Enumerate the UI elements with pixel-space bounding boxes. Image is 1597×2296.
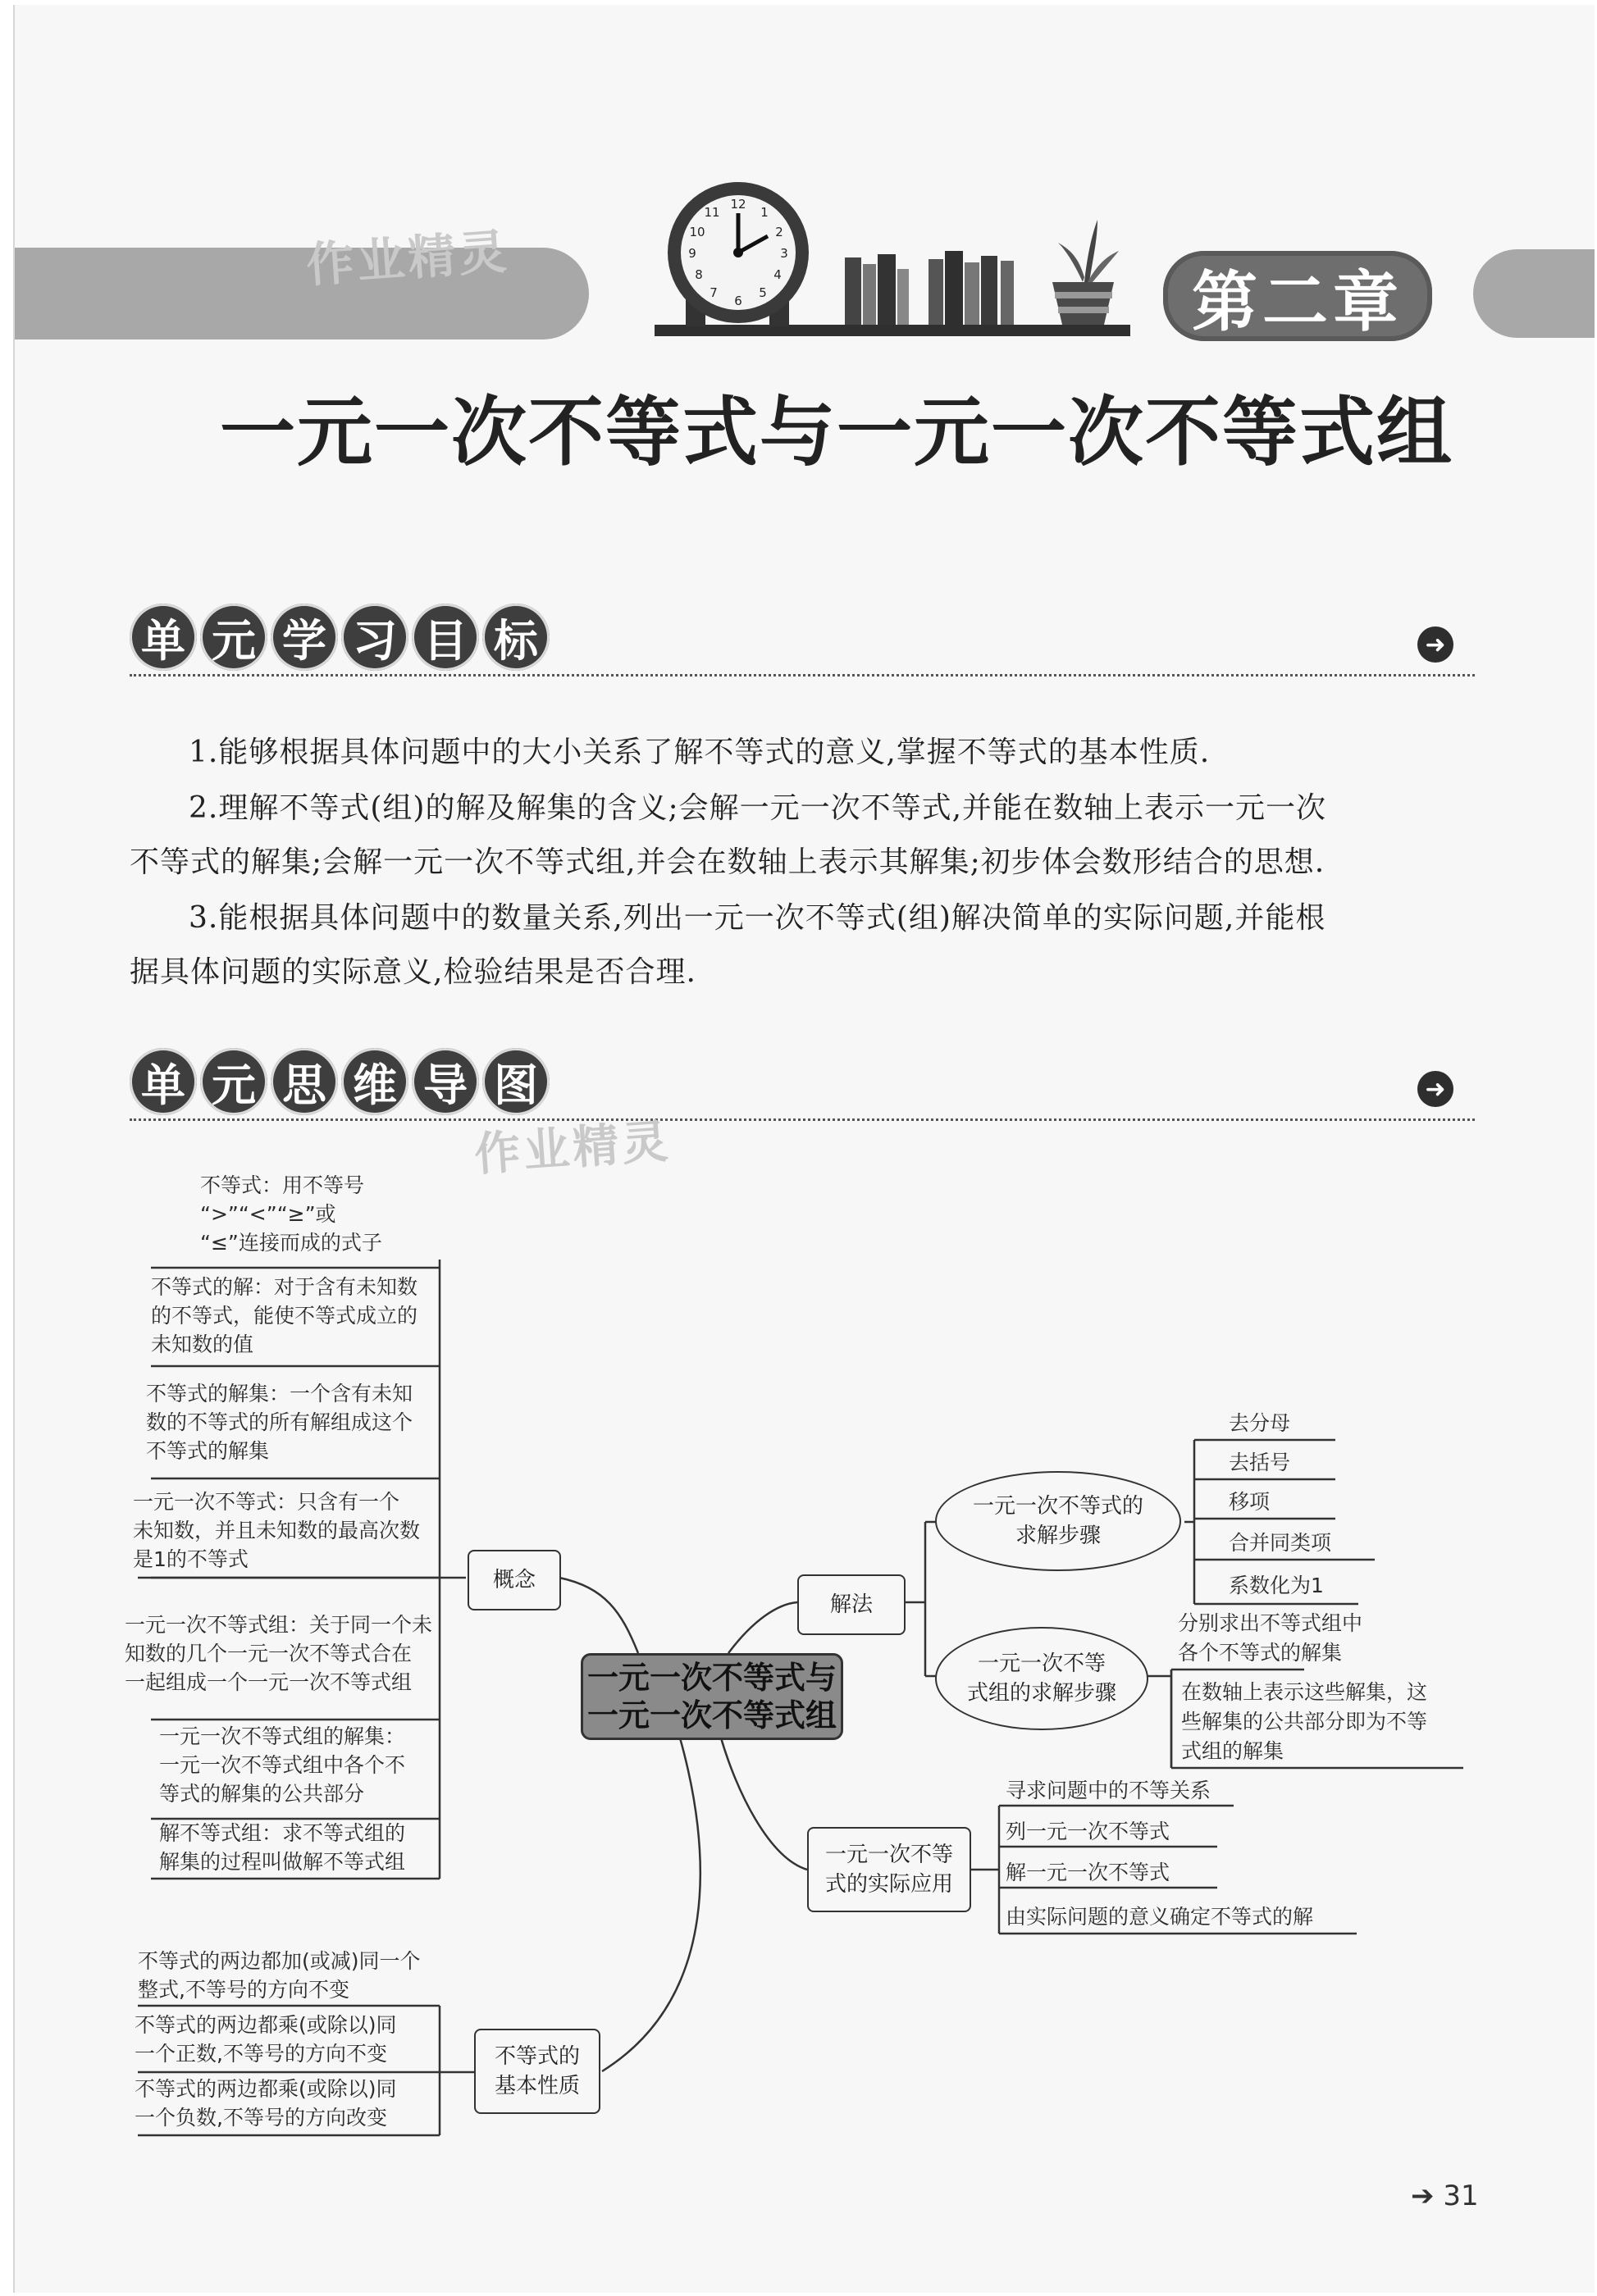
step-item: 合并同类项 xyxy=(1229,1531,1332,1555)
textbook-page xyxy=(13,5,1595,2293)
goal-line: 3.能根据具体问题中的数量关系,列出一元一次不等式(组)解决简单的实际问题,并能根 xyxy=(189,901,1326,935)
concept-item: 不等式的解：对于含有未知数 的不等式，能使不等式成立的 未知数的值 xyxy=(151,1275,418,1356)
svg-text:1: 1 xyxy=(760,205,769,220)
property-item: 不等式的两边都乘(或除以)同 一个负数,不等号的方向改变 xyxy=(135,2077,397,2130)
concept-item: 一元一次不等式组：关于同一个未 知数的几个一元一次不等式合在 一起组成一个一元一次不等式组 xyxy=(125,1613,433,1694)
system-steps-node: 一元一次不等 式组的求解步骤 xyxy=(935,1627,1148,1730)
concept-node: 概念 xyxy=(468,1550,561,1610)
svg-text:11: 11 xyxy=(704,205,720,220)
chapter-title: 一元一次不等式与一元一次不等式组 xyxy=(220,388,1454,476)
concept-item: 不等式：用不等号 “>”“<”“≥”或 “≤”连接而成的式子 xyxy=(200,1173,382,1255)
svg-text:9: 9 xyxy=(688,246,696,261)
svg-text:7: 7 xyxy=(710,285,718,300)
goals-heading-char: 元 xyxy=(200,604,267,671)
svg-text:3: 3 xyxy=(780,246,788,261)
goal-line: 据具体问题的实际意义,检验结果是否合理. xyxy=(130,955,696,989)
svg-text:12: 12 xyxy=(730,197,746,212)
mindmap-heading-char: 元 xyxy=(200,1048,267,1115)
application-item: 由实际问题的意义确定不等式的解 xyxy=(1006,1905,1314,1929)
goals-heading-char: 习 xyxy=(341,604,408,671)
application-item: 解一元一次不等式 xyxy=(1006,1861,1170,1884)
mindmap-arrow-icon: ➜ xyxy=(1417,1071,1453,1107)
mindmap-heading-char: 单 xyxy=(130,1048,197,1115)
watermark-mindmap: 作业精灵 xyxy=(472,1114,673,1182)
chapter-label: 第二章 xyxy=(1192,262,1403,340)
steps-node: 一元一次不等式的 求解步骤 xyxy=(935,1471,1181,1571)
step-item: 移项 xyxy=(1229,1490,1271,1514)
system-step-item: 在数轴上表示这些解集，这 些解集的公共部分即为不等 式组的解集 xyxy=(1181,1680,1428,1763)
goals-heading-char: 目 xyxy=(412,604,479,671)
properties-node: 不等式的 基本性质 xyxy=(474,2029,600,2114)
arrow-right-icon: ➔ xyxy=(1411,2180,1435,2212)
step-item: 去括号 xyxy=(1229,1451,1291,1474)
center-node: 一元一次不等式与 一元一次不等式组 xyxy=(581,1653,843,1740)
concept-item: 不等式的解集：一个含有未知 数的不等式的所有解组成这个 不等式的解集 xyxy=(146,1382,413,1463)
svg-text:8: 8 xyxy=(695,267,703,282)
watermark-top: 作业精灵 xyxy=(304,223,512,294)
property-item: 不等式的两边都加(或减)同一个 整式,不等号的方向不变 xyxy=(138,1949,421,2002)
application-item: 寻求问题中的不等关系 xyxy=(1006,1779,1211,1802)
goal-line: 2.理解不等式(组)的解及解集的含义;会解一元一次不等式,并能在数轴上表示一元一次 xyxy=(189,791,1327,825)
svg-text:10: 10 xyxy=(689,225,705,239)
step-item: 系数化为1 xyxy=(1229,1574,1324,1597)
goals-arrow-icon: ➜ xyxy=(1417,626,1453,663)
concept-item: 一元一次不等式组的解集： 一元一次不等式组中各个不 等式的解集的公共部分 xyxy=(159,1724,406,1806)
goal-line: 不等式的解集;会解一元一次不等式组,并会在数轴上表示其解集;初步体会数形结合的思想. xyxy=(130,845,1326,879)
svg-text:4: 4 xyxy=(773,267,782,282)
solution-node: 解法 xyxy=(797,1574,906,1635)
mindmap-heading-char: 图 xyxy=(482,1048,550,1115)
page-number: ➔ 31 xyxy=(1411,2180,1479,2212)
mindmap-heading-char: 导 xyxy=(412,1048,479,1115)
svg-text:2: 2 xyxy=(775,225,783,239)
concept-item: 解不等式组：求不等式组的 解集的过程叫做解不等式组 xyxy=(159,1821,406,1874)
goals-heading-char: 学 xyxy=(271,604,338,671)
concept-item: 一元一次不等式：只含有一个 未知数，并且未知数的最高次数 是1的不等式 xyxy=(133,1490,421,1571)
goal-line: 1.能够根据具体问题中的大小关系了解不等式的意义,掌握不等式的基本性质. xyxy=(189,736,1211,769)
svg-text:6: 6 xyxy=(734,294,742,308)
application-node: 一元一次不等 式的实际应用 xyxy=(807,1827,971,1912)
application-item: 列一元一次不等式 xyxy=(1006,1820,1170,1843)
goals-heading-char: 单 xyxy=(130,604,197,671)
mindmap-heading-char: 思 xyxy=(271,1048,338,1115)
mindmap-heading-char: 维 xyxy=(341,1048,408,1115)
goals-heading-char: 标 xyxy=(482,604,550,671)
step-item: 去分母 xyxy=(1229,1411,1291,1435)
system-step-item: 分别求出不等式组中 各个不等式的解集 xyxy=(1178,1611,1363,1665)
property-item: 不等式的两边都乘(或除以)同 一个正数,不等号的方向不变 xyxy=(135,2013,397,2066)
svg-text:5: 5 xyxy=(759,285,767,300)
